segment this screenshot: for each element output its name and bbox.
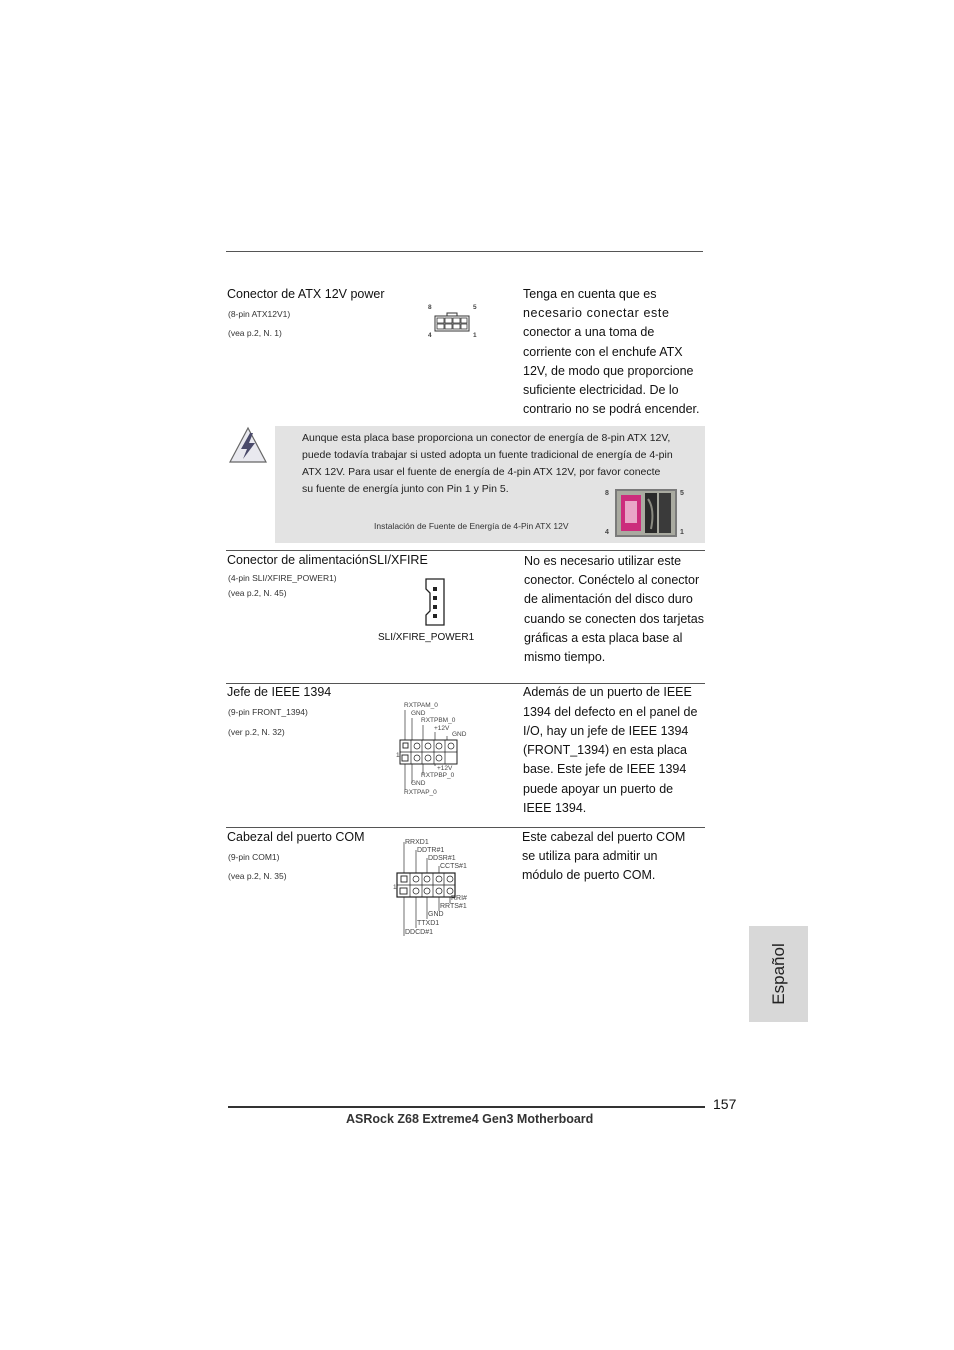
- desc-line: conector. Conéctelo al conector: [524, 573, 700, 587]
- photo-pin-1: 1: [680, 529, 684, 536]
- warning-lightning-icon: [228, 426, 268, 464]
- section-ref: (vea p.2, N. 45): [228, 588, 287, 598]
- section-pin-info: (8-pin ATX12V1): [228, 309, 291, 319]
- desc-line: corriente con el enchufe ATX: [523, 345, 683, 359]
- pin-label: RXTPBP_0: [421, 772, 455, 779]
- pin-label: GND: [428, 911, 444, 918]
- pin-header-9pin-icon: [395, 842, 457, 938]
- pin-label: CCTS#1: [440, 863, 467, 870]
- desc-line: base. Este jefe de IEEE 1394: [523, 762, 687, 776]
- atx-4pin-install-photo-icon: [615, 489, 677, 537]
- photo-pin-4: 4: [605, 529, 609, 536]
- page-number: 157: [713, 1096, 737, 1112]
- pin-label-1: 1: [473, 332, 477, 339]
- desc-line: contrario no se podrá encender.: [523, 402, 700, 416]
- desc-line: No es necesario utilizar este: [524, 554, 682, 568]
- pin-label: DDSR#1: [428, 855, 456, 862]
- pin-label: GND: [411, 780, 426, 787]
- note-line: ATX 12V. Para usar el fuente de energía de 4-pin ATX 12V, por favor conecte: [302, 466, 661, 478]
- section-pin-info: (9-pin FRONT_1394): [228, 707, 308, 717]
- desc-line: cuando se conecten dos tarjetas: [524, 612, 704, 626]
- desc-line: módulo de puerto COM.: [522, 868, 656, 882]
- section-ref: (vea p.2, N. 35): [228, 871, 287, 881]
- section-pin-info: (4-pin SLI/XFIRE_POWER1): [228, 573, 337, 583]
- note-line: Aunque esta placa base proporciona un conector de energía de 8-pin ATX 12V,: [302, 432, 671, 444]
- desc-line: Este cabezal del puerto COM: [522, 830, 686, 844]
- footer-product: ASRock Z68 Extreme4 Gen3 Motherboard: [346, 1112, 594, 1126]
- desc-line: (FRONT_1394) en esta placa: [523, 743, 687, 757]
- connector-8pin-icon: [434, 312, 470, 332]
- pin-label-8: 8: [428, 304, 432, 311]
- language-side-tab: [749, 926, 808, 1022]
- top-rule: [226, 251, 703, 252]
- section-title: Jefe de IEEE 1394: [227, 685, 332, 699]
- pin-label: RXTPAM_0: [404, 702, 438, 709]
- pin-label-5: 5: [473, 304, 477, 311]
- pin-label: RRI#: [451, 895, 467, 902]
- pin-label: RRTS#1: [440, 903, 467, 910]
- section-rule: [226, 550, 705, 551]
- pin-label: DDCD#1: [405, 929, 434, 936]
- pin-label: +12V: [437, 765, 453, 772]
- pin-one-label: 1: [393, 884, 397, 891]
- desc-line: mismo tiempo.: [524, 650, 606, 664]
- pin-label: RRXD1: [405, 839, 429, 846]
- section-ref: (ver p.2, N. 32): [228, 727, 285, 737]
- desc-line: puede apoyar un puerto de: [523, 782, 674, 796]
- pin-label: GND: [411, 710, 426, 717]
- note-line: su fuente de energía junto con Pin 1 y Pin 5.: [302, 483, 509, 495]
- desc-line: gráficas a esta placa base al: [524, 631, 683, 645]
- pin-label: DDTR#1: [417, 847, 445, 854]
- desc-line: IEEE 1394.: [523, 801, 587, 815]
- desc-line: Tenga en cuenta que es: [523, 287, 657, 301]
- pin-label: RXTPBM_0: [421, 717, 456, 724]
- desc-line: conector a una toma de: [523, 325, 655, 339]
- desc-line: 12V, de modo que proporcione: [523, 364, 694, 378]
- pin-header-9pin-icon: [398, 708, 460, 792]
- desc-line: Además de un puerto de IEEE: [523, 685, 692, 699]
- footer-rule: [228, 1106, 705, 1108]
- desc-line: suficiente electricidad. De lo: [523, 383, 679, 397]
- pin-label-4: 4: [428, 332, 432, 339]
- photo-pin-5: 5: [680, 490, 684, 497]
- language-tab-label: Español: [768, 943, 788, 1005]
- desc-line: I/O, hay un jefe de IEEE 1394: [523, 724, 689, 738]
- note-line: puede todavía trabajar si usted adopta un fuente tradicional de energía de 4-pin: [302, 449, 673, 461]
- section-title: Conector de ATX 12V power: [227, 287, 385, 301]
- photo-pin-8: 8: [605, 490, 609, 497]
- section-title: Cabezal del puerto COM: [227, 830, 365, 844]
- pin-one-label: 1: [396, 752, 400, 759]
- pin-label: GND: [452, 731, 467, 738]
- molex-4pin-connector-icon: [424, 577, 446, 627]
- section-pin-info: (9-pin COM1): [228, 852, 280, 862]
- pin-label: TTXD1: [417, 920, 440, 927]
- desc-line: se utiliza para admitir un: [522, 849, 658, 863]
- section-ref: (vea p.2, N. 1): [228, 328, 282, 338]
- section-title: Conector de alimentaciónSLI/XFIRE: [227, 553, 428, 567]
- note-caption: Instalación de Fuente de Energía de 4-Pin ATX 12V: [374, 521, 569, 531]
- connector-label: SLI/XFIRE_POWER1: [378, 632, 475, 643]
- desc-line: 1394 del defecto en el panel de: [523, 705, 698, 719]
- desc-line: necesario conectar este: [523, 306, 670, 320]
- pin-label: RXTPAP_0: [404, 789, 437, 796]
- desc-line: de alimentación del disco duro: [524, 592, 693, 606]
- pin-label: +12V: [434, 725, 450, 732]
